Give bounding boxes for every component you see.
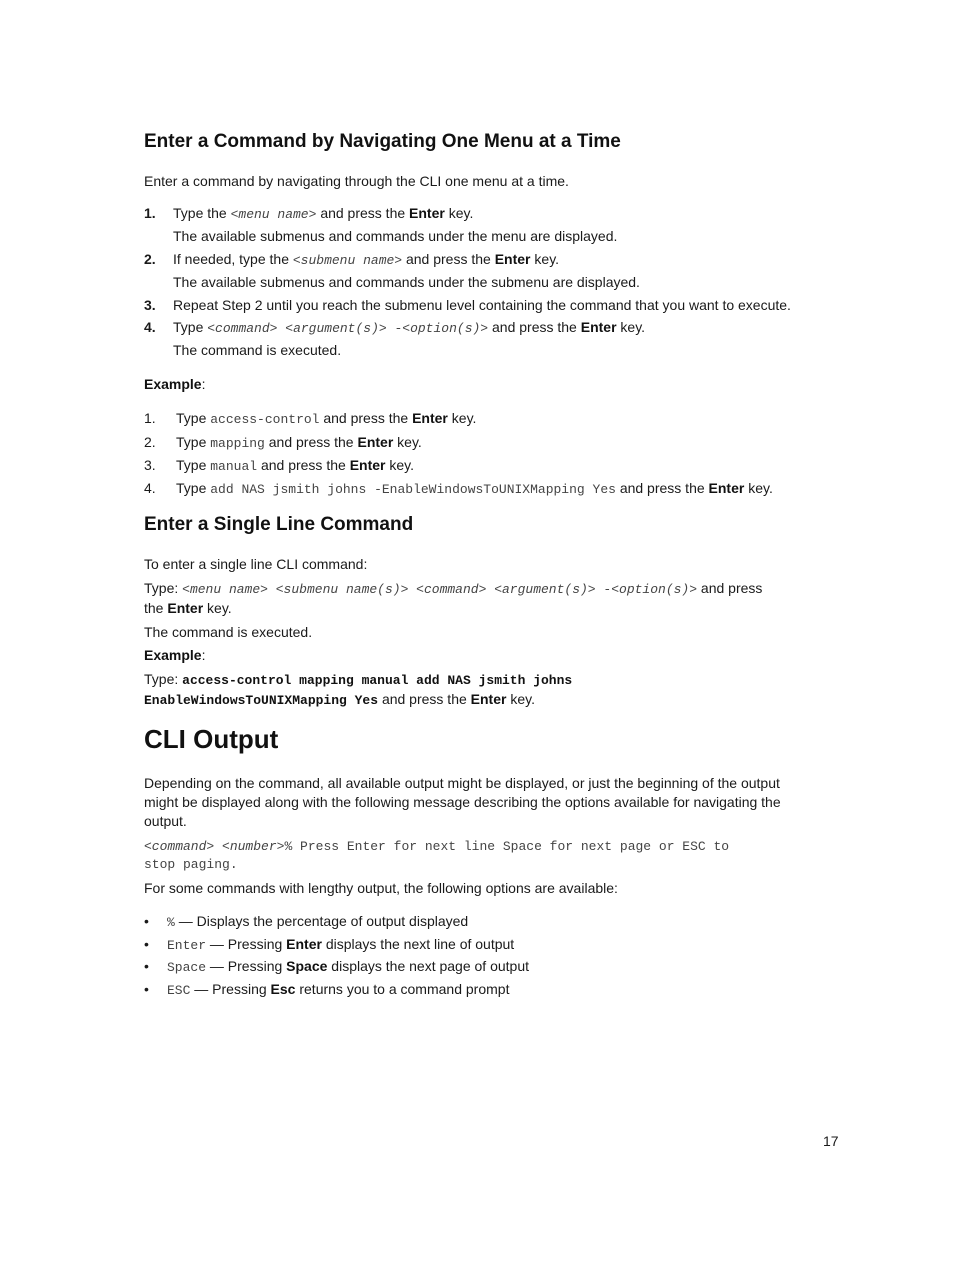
bullet-icon: • [144, 981, 149, 997]
bullet-item: ESC — Pressing Esc returns you to a command prompt [167, 981, 510, 998]
bullet-item: Enter — Pressing Enter displays the next line of output [167, 936, 515, 953]
paragraph-text: For some commands with lengthy output, the following options are available: [144, 880, 618, 896]
example-text: Type access-control and press the Enter key. [176, 410, 477, 427]
example-label: Example: [144, 376, 206, 392]
step-result: The command is executed. [173, 342, 342, 358]
syntax-line-cont: the Enter key. [144, 600, 232, 616]
paragraph-line: output. [144, 813, 187, 829]
intro-text: Enter a command by navigating through the CLI one menu at a time. [144, 173, 569, 189]
syntax-line: Type: <menu name> <submenu name(s)> <command> <argument(s)> -<option(s)> and press [144, 580, 763, 597]
step-text: Repeat Step 2 until you reach the submenu level containing the command that you want to execute. [173, 297, 791, 313]
result-text: The command is executed. [144, 624, 313, 640]
step-text: If needed, type the <submenu name> and press the Enter key. [173, 251, 560, 268]
example-number: 3. [144, 457, 156, 473]
step-text: Type the <menu name> and press the Enter key. [173, 205, 474, 222]
paragraph-line: might be displayed along with the following message describing the options available for navigating the [144, 794, 781, 810]
bullet-item: % — Displays the percentage of output displayed [167, 913, 469, 930]
example-number: 2. [144, 434, 156, 450]
step-number: 4. [144, 319, 156, 335]
step-text: Type <command> <argument(s)> -<option(s)> and press the Enter key. [173, 319, 646, 336]
intro-text: To enter a single line CLI command: [144, 556, 368, 572]
page-number: 17 [823, 1133, 839, 1149]
bullet-item: Space — Pressing Space displays the next page of output [167, 958, 529, 975]
example-number: 4. [144, 480, 156, 496]
example-number: 1. [144, 410, 156, 426]
section-heading-navigate: Enter a Command by Navigating One Menu at a Time [144, 131, 621, 152]
example-text: Type manual and press the Enter key. [176, 457, 415, 474]
step-number: 3. [144, 297, 156, 313]
example-command-line1: Type: access-control mapping manual add NAS jsmith johns [144, 671, 573, 688]
step-result: The available submenus and commands under the submenu are displayed. [173, 274, 640, 290]
bullet-icon: • [144, 936, 149, 952]
example-text: Type mapping and press the Enter key. [176, 434, 422, 451]
paragraph-line: Depending on the command, all available output might be displayed, or just the beginning of the output [144, 775, 780, 791]
step-result: The available submenus and commands under the menu are displayed. [173, 228, 618, 244]
code-message: <command> <number>% Press Enter for next line Space for next page or ESC to stop paging. [144, 839, 730, 872]
section-heading-single-line: Enter a Single Line Command [144, 514, 414, 535]
step-number: 2. [144, 251, 156, 267]
example-text: Type add NAS jsmith johns -EnableWindowsToUNIXMapping Yes and press the Enter key. [176, 480, 773, 497]
example-label: Example: [144, 647, 206, 663]
example-command-line2: EnableWindowsToUNIXMapping Yes and press the Enter key. [144, 691, 535, 708]
bullet-icon: • [144, 913, 149, 929]
bullet-icon: • [144, 958, 149, 974]
step-number: 1. [144, 205, 156, 221]
section-heading-cli-output: CLI Output [144, 724, 279, 754]
